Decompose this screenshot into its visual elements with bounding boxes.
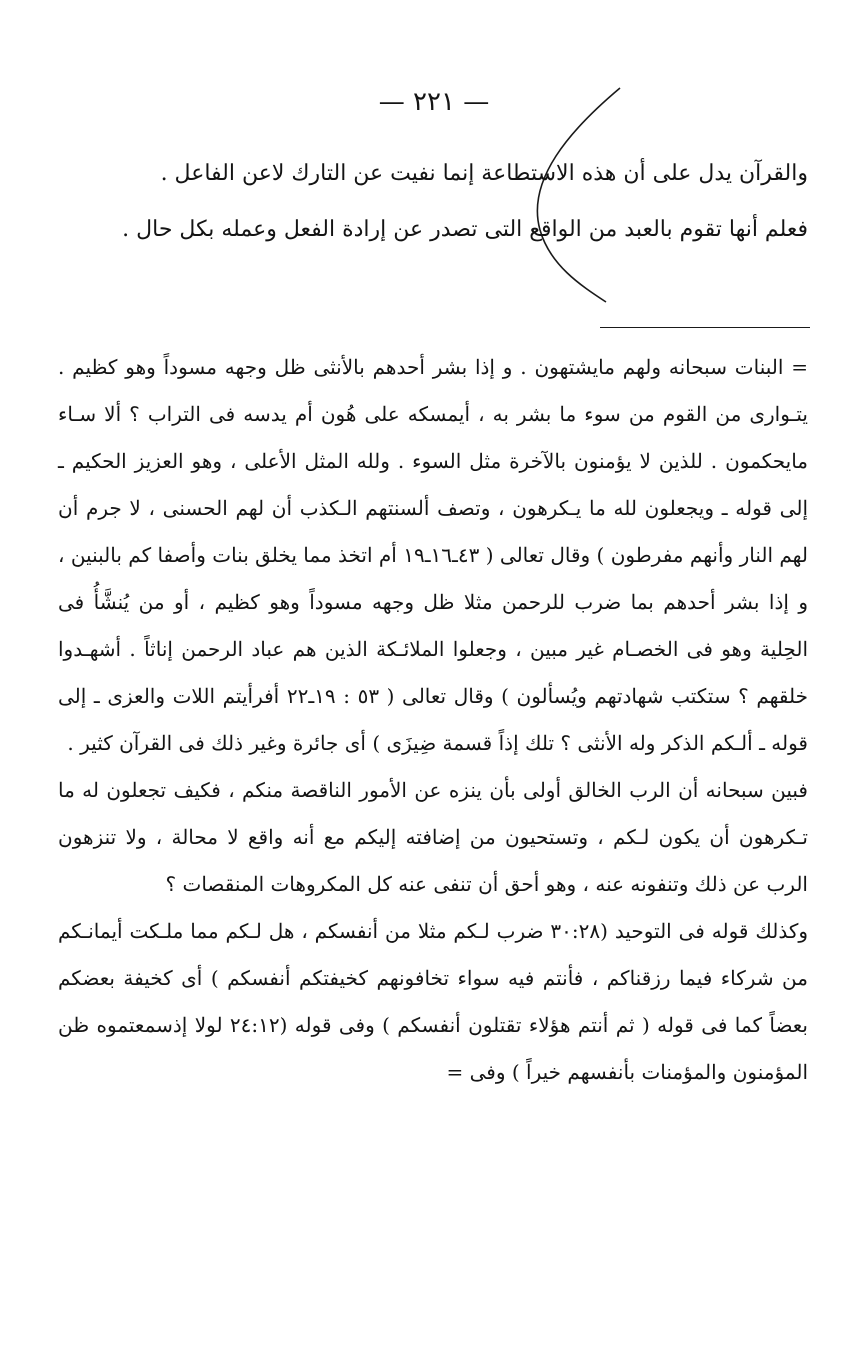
- page-number: — ٢٢١ —: [378, 87, 490, 117]
- footnote-paragraph: فبين سبحانه أن الرب الخالق أولى بأن ينزه عن الأمور الناقصة منكم ، فكيف تجعلون له ما تـكرهون أن يكون لـكم ، وتستحيون من إضافته إليكم مع أنه واقع لا محالة ، ولا تنزهون الرب عن ذلك وتنفونه عنه ، وهو أحق أن تنفى عنه كل المكروهات المنقصات ؟: [58, 778, 808, 896]
- footnote-text: [58, 344, 808, 1096]
- main-paragraph: والقرآن يدل على أن هذه الاستطاعة إنما نفيت عن التارك لاعن الفاعل .: [160, 161, 808, 186]
- footnote-paragraph: وكذلك قوله فى التوحيد (٣٠:٢٨ ضرب لـكم مثلا من أنفسكم ، هل لـكم مما ملـكت أيمانـكم من شركاء فيما رزقناكم ، فأنتم فيه سواء تخافونهم كخيفتكم أنفسكم ) أى كخيفة بعضكم بعضاً كما فى قوله ( ثم أنتم هؤلاء تقتلون أنفسكم ) وفى قوله (٢٤:١٢ لولا إذسمعتموه ظن المؤمنون والمؤمنات بأنفسهم خيراً ) وفى =: [58, 919, 808, 1084]
- footnote-paragraph: = البنات سبحانه ولهم مايشتهون . و إذا بشر أحدهم بالأنثى ظل وجهه مسوداً وهو كظيم . يتـوارى من القوم من سوء ما بشر به ، أيمسكه على هُون أم يدسه فى التراب ؟ ألا سـاء مايحكمون . للذين لا يؤمنون بالآخرة مثل السوء . ولله المثل الأعلى ، وهو العزيز الحكيم ـ إلى قوله ـ ويجعلون لله ما يـكرهون ، وتصف ألسنتهم الـكذب أن لهم الحسنى ، لا جرم أن لهم النار وأنهم مفرطون ) وقال تعالى ( ٤٣ـ١٦ـ١٩ أم اتخذ مما يخلق بنات وأصفا كم بالبنين ، و إذا بشر أحدهم بما ضرب للرحمن مثلا ظل وجهه مسوداً وهو كظيم ، أو من يُنشَّأُ فى الحِلية وهو فى الخصـام غير مبين ، وجعلوا الملائـكة الذين هم عباد الرحمن إناثاً . أشهـدوا خلقهم ؟ ستكتب شهادتهم ويُسألون ) وقال تعالى ( ٥٣ : ١٩ـ٢٢ أفرأيتم اللات والعزى ـ إلى قوله ـ ألـكم الذكر وله الأنثى ؟ تلك إذاً قسمة ضِيزَى ) أى جائرة وغير ذلك فى القرآن كثير .: [58, 355, 809, 755]
- main-paragraph: فعلم أنها تقوم بالعبد من الواقع التى تصدر عن إرادة الفعل وعمله بكل حال .: [122, 217, 808, 242]
- main-text: [58, 146, 808, 258]
- footnote-divider: [600, 327, 810, 328]
